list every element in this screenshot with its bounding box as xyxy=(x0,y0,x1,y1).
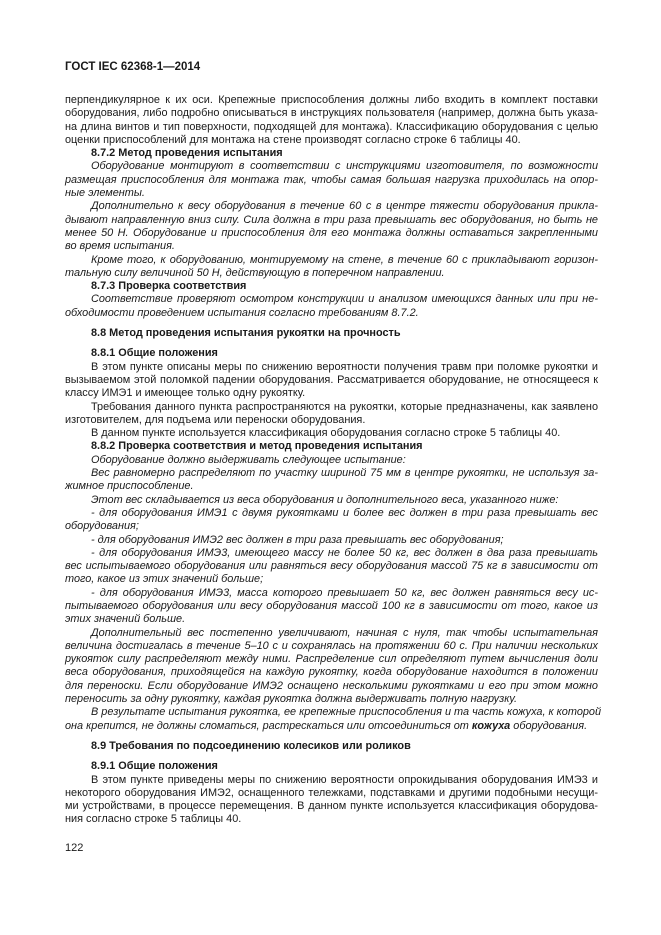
text-line: рукояток силу распределяют между ними. Распределение сил определяют путем вычисления доли xyxy=(65,653,598,666)
text-line: В этом пункте приведены меры по снижению вероятности опрокидывания оборудования ИМЭ3 и xyxy=(91,773,598,786)
text-line: - для оборудования ИМЭ1 с двумя рукоятками и более вес должен в три раза превышать вес xyxy=(91,506,598,519)
text-line: Кроме того, к оборудованию, монтируемому на стене, в течение 60 с прикладывают горизон- xyxy=(91,253,598,266)
text-line: во время испытания. xyxy=(65,240,175,253)
text-line: величина достигалась в течение 5–10 с и сохранялась на протяжении 60 с. При наличии нескольких xyxy=(65,639,598,652)
document-body xyxy=(65,94,602,827)
paragraph xyxy=(65,627,598,707)
paragraph xyxy=(65,547,598,587)
text-line: для переноски. Если оборудование ИМЭ2 оснащено несколькими рукоятками и его при этом можно xyxy=(65,679,598,692)
text-line: Этот вес складывается из веса оборудования и дополнительного веса, указанного ниже: xyxy=(91,493,559,506)
text-line: жимное приспособление. xyxy=(65,480,194,493)
text-line: изготовителем, для подъема или переноски оборудования. xyxy=(65,413,366,426)
paragraph xyxy=(65,706,602,733)
text-line: Оборудование должно выдерживать следующее испытание: xyxy=(91,453,406,466)
text-line: В этом пункте описаны меры по снижению вероятности получения травм при поломке рукоятки и xyxy=(91,360,598,373)
section-heading: 8.7.2 Метод проведения испытания xyxy=(91,147,283,160)
paragraph xyxy=(65,427,598,440)
paragraph xyxy=(65,160,598,200)
paragraph xyxy=(65,293,598,320)
text-line: Оборудование монтируют в соответствии с инструкциями изготовителя, по возможности xyxy=(91,160,598,173)
text-line: менее 50 Н. Оборудование и приспособления для его монтажа должны оставаться закрепленными xyxy=(65,226,598,239)
section-heading: 8.8 Метод проведения испытания рукоятки на прочность xyxy=(91,327,401,340)
document-header: ГОСТ IEC 62368-1—2014 xyxy=(65,61,201,73)
text-line: того, какое из этих значений больше; xyxy=(65,573,264,586)
text-line: вызываемом этой поломкой падении оборудования. Рассматривается оборудование, не относящееся к xyxy=(65,373,598,386)
paragraph xyxy=(65,507,598,534)
text-line: вес испытываемого оборудования или равняться весу оборудования массой 75 кг в зависимости от xyxy=(65,560,598,573)
text-line: она крепится, не должны сломаться, растрескаться или отсоединиться от кожуха оборудования. xyxy=(65,719,588,732)
text-line: - для оборудования ИМЭ2 вес должен в три раза превышать вес оборудования; xyxy=(91,533,504,546)
paragraph xyxy=(65,361,598,401)
section-heading: 8.8.1 Общие положения xyxy=(91,347,218,360)
paragraph xyxy=(65,401,598,428)
section-heading: 8.8.2 Проверка соответствия и метод проведения испытания xyxy=(91,440,423,453)
text-line: перпендикулярное к их оси. Крепежные приспособления должны либо входить в комплект поставки xyxy=(65,94,598,106)
text-line: обходимости проведением испытания согласно требованиям 8.7.2. xyxy=(65,306,419,319)
paragraph xyxy=(65,254,598,281)
paragraph xyxy=(65,494,598,507)
text-line: оборудования; xyxy=(65,520,139,533)
paragraph xyxy=(65,94,598,147)
text-line: ные элементы. xyxy=(65,187,145,200)
text-line: этих значений больше. xyxy=(65,613,186,626)
paragraph xyxy=(65,454,598,467)
paragraph xyxy=(65,534,598,547)
text-line: В данном пункте используется классификация оборудования согласно строке 5 таблицы 40. xyxy=(91,427,561,440)
text-line: оборудования, либо подробно описываться в инструкциях пользователя (например, должна быть указа- xyxy=(65,107,598,120)
paragraph xyxy=(65,587,598,627)
text-line: на длина винтов и тип поверхности, подходящей для монтажа). Классификацию оборудования с целью xyxy=(65,120,598,133)
text-line: ми устройствами, в процессе перемещения. В данном пункте используется классификация оборудова- xyxy=(65,800,598,813)
text-line: ния согласно строке 5 таблицы 40. xyxy=(65,813,242,826)
text-line: - для оборудования ИМЭ3, имеющего массу не более 50 кг, вес должен в два раза превышать xyxy=(91,546,598,559)
page-number: 122 xyxy=(65,842,84,854)
spacer xyxy=(65,320,598,327)
text-line: Требования данного пункта распространяются на рукоятки, которые предназначены, как заявлено xyxy=(91,400,598,413)
section-heading: 8.9 Требования по подсоединению колесиков или роликов xyxy=(91,739,411,752)
text-line: Вес равномерно распределяют по участку шириной 75 мм в центре рукоятки, не используя за- xyxy=(91,467,598,480)
text-line: - для оборудования ИМЭ3, масса которого превышает 50 кг, вес должен равняться весу ис- xyxy=(91,586,598,599)
section-heading: 8.9.1 Общие положения xyxy=(91,760,218,773)
text-line: классу ИМЭ1 и имеющее только одну рукоятку. xyxy=(65,387,306,400)
text-line: Соответствие проверяют осмотром конструкции и анализом имеющихся данных или при не- xyxy=(91,293,598,306)
paragraph xyxy=(65,774,598,827)
spacer xyxy=(65,340,598,347)
text-line: некоторого оборудования ИМЭ2, оснащенного тележками, подставками и другими подобными несущи- xyxy=(65,786,598,799)
spacer xyxy=(65,753,598,760)
paragraph xyxy=(65,200,598,253)
spacer xyxy=(65,733,598,740)
text-line: Дополнительный вес постепенно увеличивают, начиная с нуля, так чтобы испытательная xyxy=(91,626,598,639)
section-heading: 8.7.3 Проверка соответствия xyxy=(91,280,247,293)
text-line: оценки приспособлений для монтажа на стене производят согласно строке 6 таблицы 40. xyxy=(65,133,521,146)
text-line: В результате испытания рукоятка, ее крепежные приспособления и та часть кожуха, к которой xyxy=(91,706,602,719)
paragraph xyxy=(65,467,598,494)
text-line: Дополнительно к весу оборудования в течение 60 с в центре тяжести оборудования прикла- xyxy=(91,200,598,213)
text-line: размещая приспособления для монтажа так, чтобы самая большая нагрузка приходилась на опор- xyxy=(65,173,598,186)
text-line: тальную силу величиной 50 Н, действующую в поперечном направлении. xyxy=(65,266,445,279)
text-line: веса оборудования, приходящейся на каждую рукоятку, когда оборудование находится в положении xyxy=(65,666,598,679)
text-line: переносить за одну рукоятку, каждая рукоятка должна выдерживать полную нагрузку. xyxy=(65,693,518,706)
text-line: пытываемого оборудования или весу оборудования массой 100 кг в зависимости от того, какое из xyxy=(65,599,598,612)
text-line: дывают направленную вниз силу. Сила должна в три раза превышать вес оборудования, но быть не xyxy=(65,213,598,226)
